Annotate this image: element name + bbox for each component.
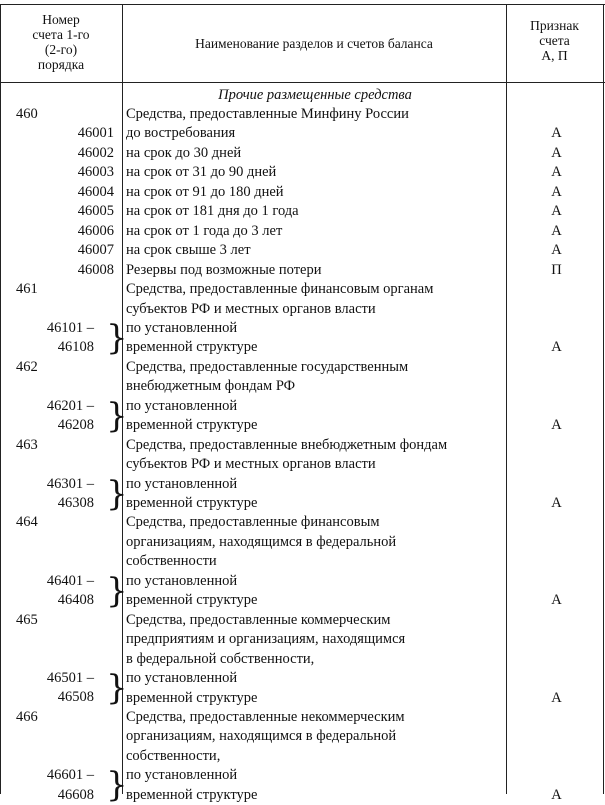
account-number-cell [6, 163, 114, 182]
account-number-cell [6, 689, 114, 708]
account-number-cell [6, 377, 114, 396]
account-sign: А [551, 495, 562, 511]
account-number-cell [6, 183, 114, 202]
table-row [0, 630, 605, 649]
subaccount-number: 46004 [77, 183, 114, 200]
account-sign: А [551, 203, 562, 220]
account-description: внебюджетным фондам РФ [126, 378, 296, 395]
table-row [0, 261, 605, 280]
header-section-name: Наименование разделов и счетов баланса [195, 36, 433, 51]
account-number-cell [6, 261, 114, 280]
header-account-sign [506, 18, 603, 63]
account-number-cell [6, 202, 114, 221]
account-number-cell [6, 397, 114, 434]
subaccount-number: 46008 [77, 261, 114, 278]
account-description: собственности, [126, 747, 221, 764]
account-number-cell [6, 669, 114, 706]
table-row [0, 338, 605, 357]
table-row [0, 144, 605, 163]
account-description: Резервы под возможные потери [126, 261, 322, 278]
account-description: на срок от 91 до 180 дней [126, 183, 284, 200]
account-description: временной структуре [126, 689, 258, 706]
account-sign: А [551, 144, 562, 161]
account-number-cell [6, 611, 114, 630]
account-number-cell [6, 222, 114, 241]
account-description: по установленной [126, 397, 238, 414]
header-col3-line: А, П [541, 48, 568, 63]
account-number: 464 [16, 514, 38, 531]
account-number-cell [6, 591, 114, 610]
account-number: 466 [16, 708, 38, 725]
table-row [0, 105, 605, 124]
table-row [0, 611, 605, 630]
account-sign: А [551, 183, 562, 200]
account-description: Средства, предоставленные финансовым органам [126, 281, 434, 298]
subaccount-number: 46007 [77, 242, 114, 259]
range-brace-icon: } [106, 395, 128, 436]
account-number-cell [6, 572, 114, 609]
table-top-border [0, 4, 605, 5]
range-brace-icon: } [106, 765, 128, 805]
account-number: 461 [16, 281, 38, 298]
account-description: по установленной [126, 670, 238, 687]
account-number-cell [6, 747, 114, 766]
table-row [0, 280, 605, 299]
account-sign: А [551, 125, 562, 142]
account-description: до востребования [126, 125, 236, 142]
subaccount-number: 46003 [77, 164, 114, 181]
subaccount-range-start: 46201 – [46, 397, 94, 414]
subaccount-range-start: 46601 – [46, 767, 94, 784]
account-number: 462 [16, 358, 38, 375]
subaccount-number: 46001 [77, 125, 114, 142]
table-row [0, 650, 605, 669]
table-row [0, 222, 605, 241]
table-row [0, 591, 605, 610]
account-sign: А [551, 222, 562, 239]
account-sign: А [551, 592, 562, 609]
account-sign: А [551, 339, 562, 356]
account-description: по установленной [126, 319, 238, 336]
subaccount-range-end: 46508 [57, 689, 94, 706]
account-number-cell [6, 358, 114, 377]
header-col1-line: счета 1-го [32, 27, 90, 42]
account-number-cell [6, 319, 114, 356]
account-description: на срок свыше 3 лет [126, 242, 251, 259]
account-description: в федеральной собственности, [126, 650, 315, 667]
account-description: на срок от 181 дня до 1 года [126, 203, 299, 220]
table-row [0, 300, 605, 319]
account-number-cell [6, 766, 114, 803]
account-description: временной структуре [126, 339, 258, 356]
account-description: Средства, предоставленные некоммерческим [126, 708, 405, 725]
account-description: по установленной [126, 475, 238, 492]
table-row [0, 513, 605, 532]
subaccount-range-start: 46101 – [46, 319, 94, 336]
table-row [0, 533, 605, 552]
account-description: временной структуре [126, 592, 258, 609]
account-description: собственности [126, 553, 217, 570]
account-description: временной структуре [126, 495, 258, 511]
table-row [0, 727, 605, 746]
account-number: 465 [16, 611, 38, 628]
table-row [0, 358, 605, 377]
subaccount-range-end: 46108 [57, 339, 94, 356]
table-row [0, 708, 605, 727]
range-brace-icon: } [106, 570, 128, 611]
account-description: предприятиям и организациям, находящимся [126, 631, 406, 648]
header-bottom-border [0, 82, 605, 83]
account-description: Средства, предоставленные государственным [126, 358, 409, 375]
table-row [0, 689, 605, 708]
table-row [0, 747, 605, 766]
account-number-cell [6, 708, 114, 727]
table-row [0, 124, 605, 143]
account-description: Средства, предоставленные коммерческим [126, 611, 391, 628]
subaccount-range-start: 46401 – [46, 572, 94, 589]
account-number-cell [6, 124, 114, 143]
range-brace-icon: } [106, 317, 128, 358]
subaccount-number: 46002 [77, 144, 114, 161]
account-number-cell [6, 786, 114, 805]
subaccount-range-start: 46501 – [46, 670, 94, 687]
header-col3-line: Признак [530, 18, 579, 33]
account-number-cell [6, 552, 114, 571]
account-number-cell [6, 533, 114, 552]
account-number-cell [6, 455, 114, 474]
table-row [0, 202, 605, 221]
account-number-cell [6, 727, 114, 746]
account-number-cell [6, 105, 114, 124]
account-number-cell [6, 416, 114, 435]
account-number-cell [6, 650, 114, 669]
table-row [0, 455, 605, 474]
account-number-cell [6, 241, 114, 260]
account-description: Средства, предоставленные финансовым [126, 514, 380, 531]
account-number-cell [6, 494, 114, 513]
table-row [0, 377, 605, 396]
account-sign: А [551, 689, 562, 706]
table-row [0, 786, 605, 805]
account-number-cell [6, 280, 114, 299]
table-row [0, 552, 605, 571]
subaccount-range-start: 46301 – [46, 475, 94, 492]
account-description: на срок от 1 года до 3 лет [126, 222, 283, 239]
account-description: субъектов РФ и местных органов власти [126, 456, 376, 473]
subaccount-range-end: 46208 [57, 417, 94, 434]
subaccount-range-end: 46408 [57, 592, 94, 609]
account-number-cell [6, 436, 114, 455]
range-brace-icon: } [106, 668, 128, 709]
account-description: организациям, находящимся в федеральной [126, 728, 397, 745]
account-description: на срок до 30 дней [126, 144, 242, 161]
section-title: Прочие размещенные средства [218, 87, 412, 103]
account-description: временной структуре [126, 417, 258, 434]
subaccount-range-end: 46308 [57, 494, 94, 511]
header-col3-line: счета [539, 33, 570, 48]
account-description: субъектов РФ и местных органов власти [126, 300, 376, 317]
account-number-cell [6, 338, 114, 357]
account-description: Средства, предоставленные Минфину России [126, 106, 409, 122]
account-sign: П [551, 261, 562, 278]
table-row [0, 436, 605, 455]
subaccount-range-end: 46608 [57, 786, 94, 803]
table-row [0, 183, 605, 202]
table-row [0, 494, 605, 513]
table-row [0, 416, 605, 435]
table-row [0, 241, 605, 260]
range-brace-icon: } [106, 473, 128, 514]
account-number-cell [6, 300, 114, 319]
account-description: на срок от 31 до 90 дней [126, 164, 277, 181]
header-col1-line: порядка [37, 57, 85, 72]
account-number: 460 [16, 106, 38, 122]
account-description: временной структуре [126, 786, 258, 803]
header-col1-line: Номер [42, 12, 80, 27]
account-sign: А [551, 164, 562, 181]
account-number-cell [6, 630, 114, 649]
account-description: организациям, находящимся в федеральной [126, 533, 397, 550]
account-number: 463 [16, 436, 38, 453]
account-number-cell [6, 513, 114, 532]
account-number-cell [6, 475, 114, 511]
account-number-cell [6, 144, 114, 163]
section-title-row [0, 86, 605, 105]
header-col1-line: (2-го) [44, 42, 78, 57]
account-sign: А [551, 242, 562, 259]
account-sign: А [551, 786, 562, 803]
account-description: по установленной [126, 767, 238, 784]
account-sign: А [551, 417, 562, 434]
header-account-number [0, 12, 122, 72]
account-description: Средства, предоставленные внебюджетным фондам [126, 436, 448, 453]
subaccount-number: 46006 [77, 222, 114, 239]
table-row [0, 163, 605, 182]
account-description: по установленной [126, 572, 238, 589]
subaccount-number: 46005 [77, 203, 114, 220]
